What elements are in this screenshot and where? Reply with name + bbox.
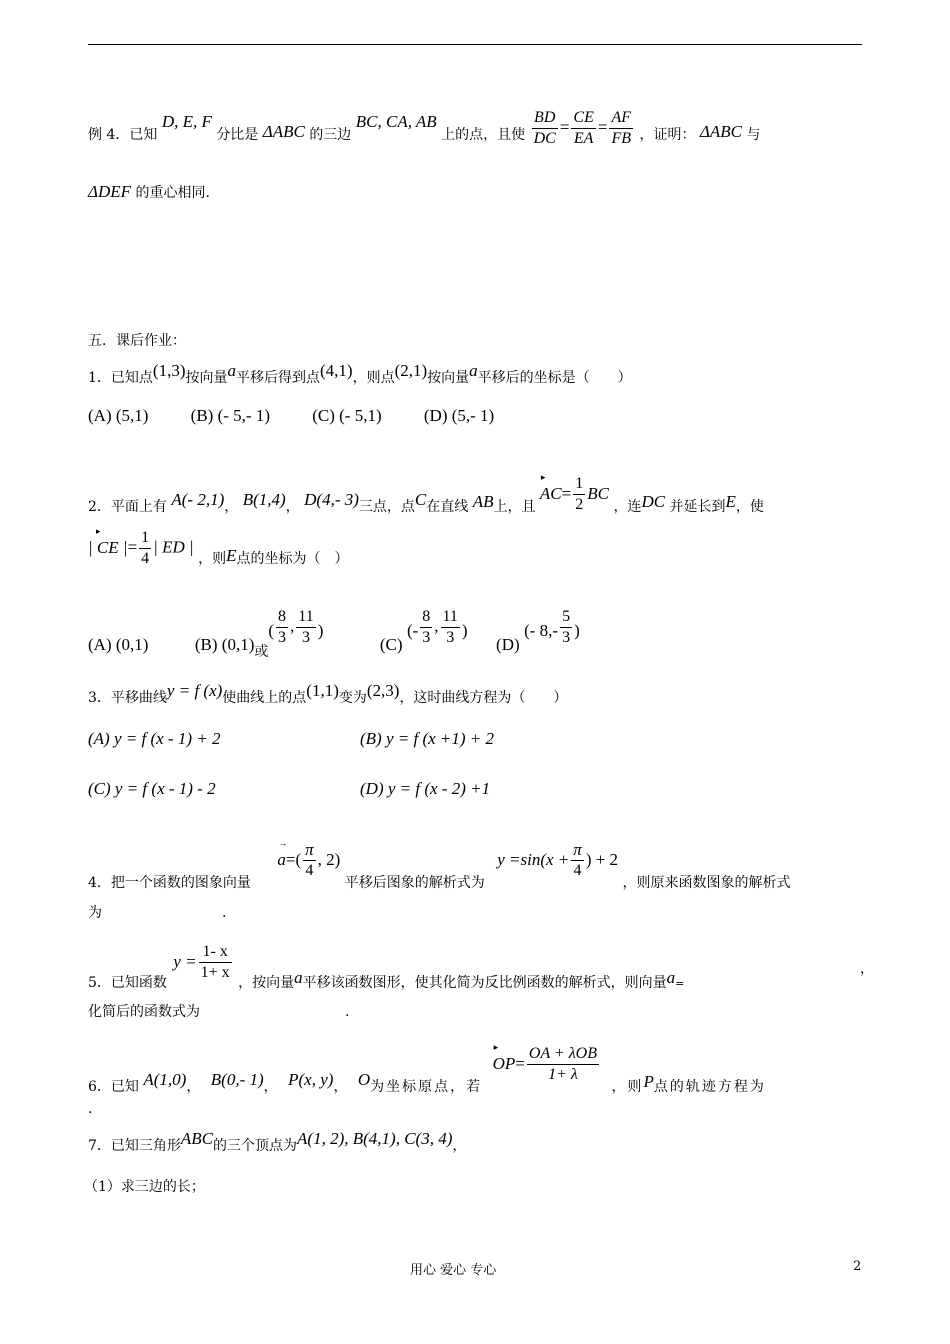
math: ΔABC — [262, 121, 305, 141]
text: 的三边 — [309, 126, 352, 143]
question-3: 3．平移曲线y = f (x)使曲线上的点(1,1)变为(2,3)，这时曲线方程为（ ） — [88, 681, 568, 706]
math: ΔDEF — [88, 182, 132, 201]
question-1: 1．已知点(1,3)按向量a平移后得到点(4,1)，则点(2,1)按向量a平移后的坐标是（ ） — [88, 361, 632, 386]
option-b: (B) y = f (x +1) + 2 — [360, 729, 495, 748]
text: 与 — [746, 126, 761, 143]
option-a: (A) (0,1) — [88, 634, 149, 654]
option-d: (D) — [496, 634, 520, 654]
fraction-function: $\frac{1- x}{1+ x}$ — [200, 943, 230, 981]
option-d: (D) (5,- 1) — [423, 406, 495, 425]
fraction-bd-dc: $\frac{BD}{DC}$ — [533, 109, 556, 147]
fraction-11-3: $\frac{11}{3}$ — [298, 608, 314, 646]
question-6-period: . — [88, 1101, 93, 1117]
question-2: 2．平面上有 A(- 2,1)， B(1,4)， D(4,- 3)三点，点C在直线 AB上，且 ▸ AC= $\frac{1}{2}$ BC ，连DC 并延长到E，使 — [88, 471, 764, 515]
question-7-part-1: （1）求三边的长； — [84, 1179, 205, 1195]
option-c: (C) (- 5,1) — [312, 406, 382, 425]
fraction-8-3: $\frac{8}{3}$ — [422, 608, 431, 646]
fraction-one-half: $\frac{1}{2}$ — [575, 475, 584, 513]
example-4 — [88, 108, 760, 149]
question-4: 4．把一个函数的图象向量 → a=( $\frac{\pi}{4}$ , 2) 平移后图象的解析式为 y =sin(x + $\frac{\pi}{4}$ ) + 2 ，则原来函数图象的解析式 — [88, 837, 791, 891]
option-a: (A) (5,1) — [88, 406, 149, 425]
vector-op: ▸ OP — [492, 1041, 516, 1073]
vector-ac: ▸ AC — [539, 471, 562, 503]
text: 例 4．已知 — [88, 126, 158, 143]
question-5-comma: ， — [860, 961, 874, 977]
text: 分比是 — [216, 126, 259, 143]
math: D, E, F — [161, 111, 212, 131]
fraction-one-quarter: $\frac{1}{4}$ — [141, 529, 150, 567]
question-3-options-row-2 — [88, 780, 216, 797]
text: 的重心相同. — [135, 185, 210, 201]
question-3-option-b-wrap — [360, 730, 494, 747]
fraction-pi-4: $\frac{\pi}{4}$ — [305, 840, 314, 879]
option-d: (D) y = f (x - 2) +1 — [360, 779, 491, 798]
math: BC, CA, AB — [355, 111, 437, 131]
footer-slogan: 用心 爱心 专心 — [410, 1263, 497, 1278]
question-3-options-row-1 — [88, 730, 220, 747]
abs-ce: ▸ | CE | — [88, 525, 128, 557]
page-number: 2 — [853, 1259, 862, 1274]
fraction-op: $\frac{\text{OA + λOB}}{1+ \lambda}$ — [528, 1045, 597, 1083]
equals: = — [597, 117, 608, 137]
question-5-line-2: 化简后的函数式为 . — [88, 1004, 350, 1020]
math: ΔABC — [699, 121, 743, 141]
fraction-pi-4: $\frac{\pi}{4}$ — [573, 840, 582, 879]
question-2-options: (A) (0,1) (B) (0,1)或( $\frac{8}{3}$ , $\frac{11}{3}$ ) (C) (- $\frac{8}{3}$ , $\frac{11}{3}$ ) (D) (- 8,- $\frac{5}{3}$ ) — [88, 608, 580, 660]
option-b: (B) (- 5,- 1) — [190, 406, 270, 425]
question-3-option-d-wrap — [360, 780, 490, 797]
option-a: (A) y = f (x - 1) + 2 — [88, 729, 221, 748]
text: ，证明： — [639, 126, 696, 143]
question-5: 5．已知函数 y = $\frac{1- x}{1+ x}$ ，按向量a平移该函数图形，使其化简为反比例函数的解析式，则向量$a_=$ — [88, 943, 685, 991]
option-c: (C) — [379, 634, 403, 654]
fraction-11-3: $\frac{11}{3}$ — [442, 608, 458, 646]
question-6: 6．已知 A(1,0)， B(0,- 1)， P(x, y)， O为坐标原点，若 ▸ OP= $\frac{\text{OA + λOB}}{1+ \lambda}$ ，则P点的轨迹方程为 — [88, 1041, 766, 1095]
question-2-line-2: ▸ | CE |= $\frac{1}{4}$ | ED | ，则E点的坐标为（ ） — [88, 525, 349, 567]
homework-title: 五．课后作业： — [88, 333, 186, 349]
fraction-ce-ea: $\frac{CE}{EA}$ — [573, 109, 594, 147]
fraction-5-3: $\frac{5}{3}$ — [562, 608, 571, 646]
option-c: (C) y = f (x - 1) - 2 — [88, 779, 216, 798]
text: 上的点，且使 — [441, 126, 526, 143]
fraction-8-3: $\frac{8}{3}$ — [278, 608, 287, 646]
fraction-af-fb: $\frac{AF}{FB}$ — [611, 109, 632, 147]
vector-a: → a — [277, 837, 288, 869]
equals: = — [559, 117, 570, 137]
question-1-options — [88, 407, 494, 424]
question-7: 7．已知三角形ABC的三个顶点为A(1, 2), B(4,1), C(3, 4)， — [88, 1129, 467, 1154]
option-b: (B) (0,1) — [194, 634, 255, 654]
header-rule — [88, 44, 862, 45]
question-4-line-2: 为 . — [88, 905, 227, 921]
example-4-line-2 — [88, 183, 210, 200]
